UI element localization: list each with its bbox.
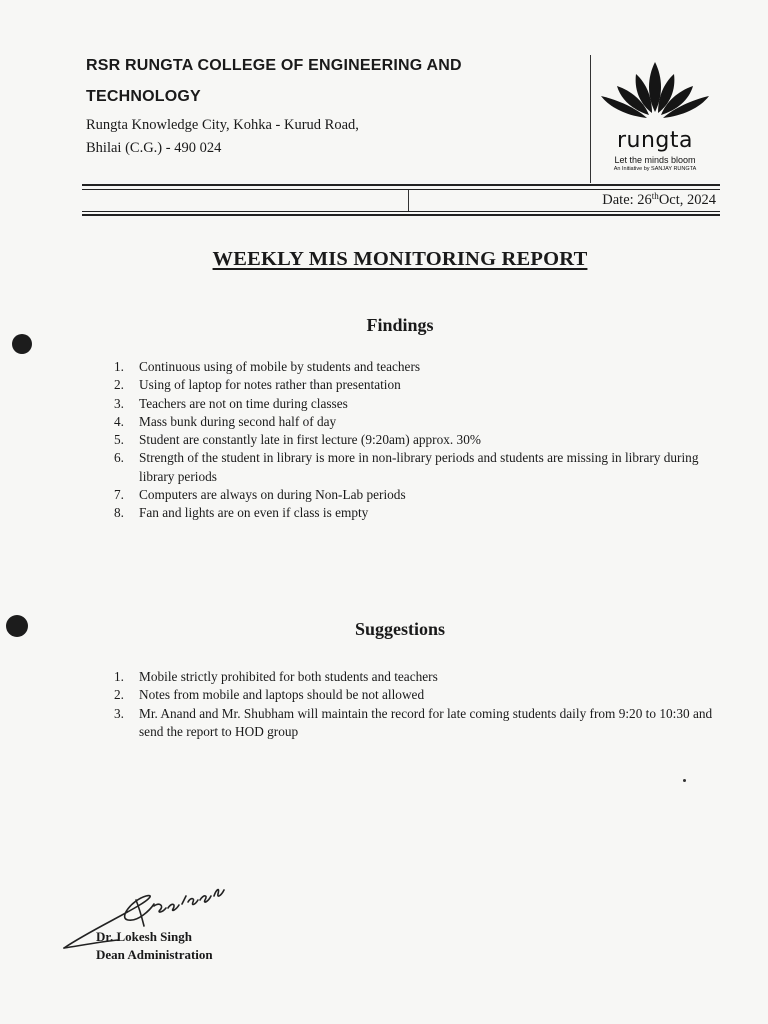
finding-item <box>104 358 724 376</box>
date-divider <box>408 190 409 212</box>
lotus-icon <box>596 58 714 130</box>
suggestion-number: 3. <box>114 705 124 721</box>
suggestion-number: 2. <box>114 687 124 703</box>
college-logo <box>596 58 714 178</box>
punch-hole <box>12 334 32 354</box>
suggestion-item <box>104 686 724 704</box>
logo-divider <box>590 55 591 183</box>
date-month-year: Oct, 2024 <box>658 192 716 208</box>
suggestions-list <box>104 668 724 741</box>
finding-text: Mass bunk during second half of day <box>139 413 337 429</box>
finding-number: 3. <box>114 395 124 411</box>
suggestion-number: 1. <box>114 669 124 684</box>
logo-tagline: Let the minds bloom <box>614 155 696 165</box>
address-line-2: Bhilai (C.G.) - 490 024 <box>86 140 222 156</box>
signer-title: Dean Administration <box>96 947 213 962</box>
finding-text: Computers are always on during Non-Lab periods <box>139 487 406 503</box>
punch-hole <box>6 615 28 637</box>
finding-text: Teachers are not on time during classes <box>139 395 348 411</box>
finding-text: Continuous using of mobile by students and teachers <box>139 359 421 374</box>
finding-item <box>104 376 724 394</box>
suggestion-text: Mr. Anand and Mr. Shubham will maintain the record for late coming students daily from 9:20 to 10:30 and send the report to HOD group <box>139 705 713 739</box>
finding-item <box>104 449 724 486</box>
finding-number: 6. <box>114 450 124 466</box>
header-rule <box>82 211 720 212</box>
suggestion-text: Mobile strictly prohibited for both students and teachers <box>139 669 438 684</box>
suggestion-item <box>104 668 724 686</box>
header-rule <box>82 214 720 216</box>
finding-text: Using of laptop for notes rather than presentation <box>139 377 401 393</box>
header-rule <box>82 184 720 186</box>
findings-list <box>104 358 724 523</box>
finding-item <box>104 413 724 431</box>
findings-heading: Findings <box>366 315 434 335</box>
date-ordinal: th <box>651 191 659 201</box>
finding-item <box>104 486 724 504</box>
suggestions-heading: Suggestions <box>354 619 446 639</box>
report-title: WEEKLY MIS MONITORING REPORT <box>212 248 588 270</box>
finding-text: Student are constantly late in first lecture (9:20am) approx. 30% <box>139 432 481 448</box>
finding-item <box>104 504 724 522</box>
finding-item <box>104 431 724 449</box>
header-rule <box>82 189 720 190</box>
college-name: RSR RUNGTA COLLEGE OF ENGINEERING AND TECHNOLOGY <box>86 57 462 105</box>
finding-number: 5. <box>114 432 124 448</box>
finding-number: 2. <box>114 377 124 393</box>
finding-number: 8. <box>114 505 124 521</box>
signer-name: Dr. Lokesh Singh <box>96 929 192 944</box>
finding-item <box>104 395 724 413</box>
finding-number: 7. <box>114 487 124 503</box>
finding-number: 1. <box>114 359 124 374</box>
suggestion-item <box>104 705 724 742</box>
college-address <box>86 114 359 160</box>
date-day: Date: 26 <box>602 192 652 208</box>
finding-text: Fan and lights are on even if class is empty <box>139 505 369 521</box>
paper-speck <box>683 779 686 782</box>
address-line-1: Rungta Knowledge City, Kohka - Kurud Road, <box>86 117 359 133</box>
report-date <box>602 191 716 209</box>
finding-number: 4. <box>114 413 124 429</box>
logo-wordmark: rungta <box>616 128 693 153</box>
suggestion-text: Notes from mobile and laptops should be not allowed <box>139 687 425 703</box>
logo-initiative: An Initiative by SANJAY RUNGTA <box>613 166 697 172</box>
finding-text: Strength of the student in library is more in non-library periods and students are missing in library during library periods <box>139 450 699 484</box>
